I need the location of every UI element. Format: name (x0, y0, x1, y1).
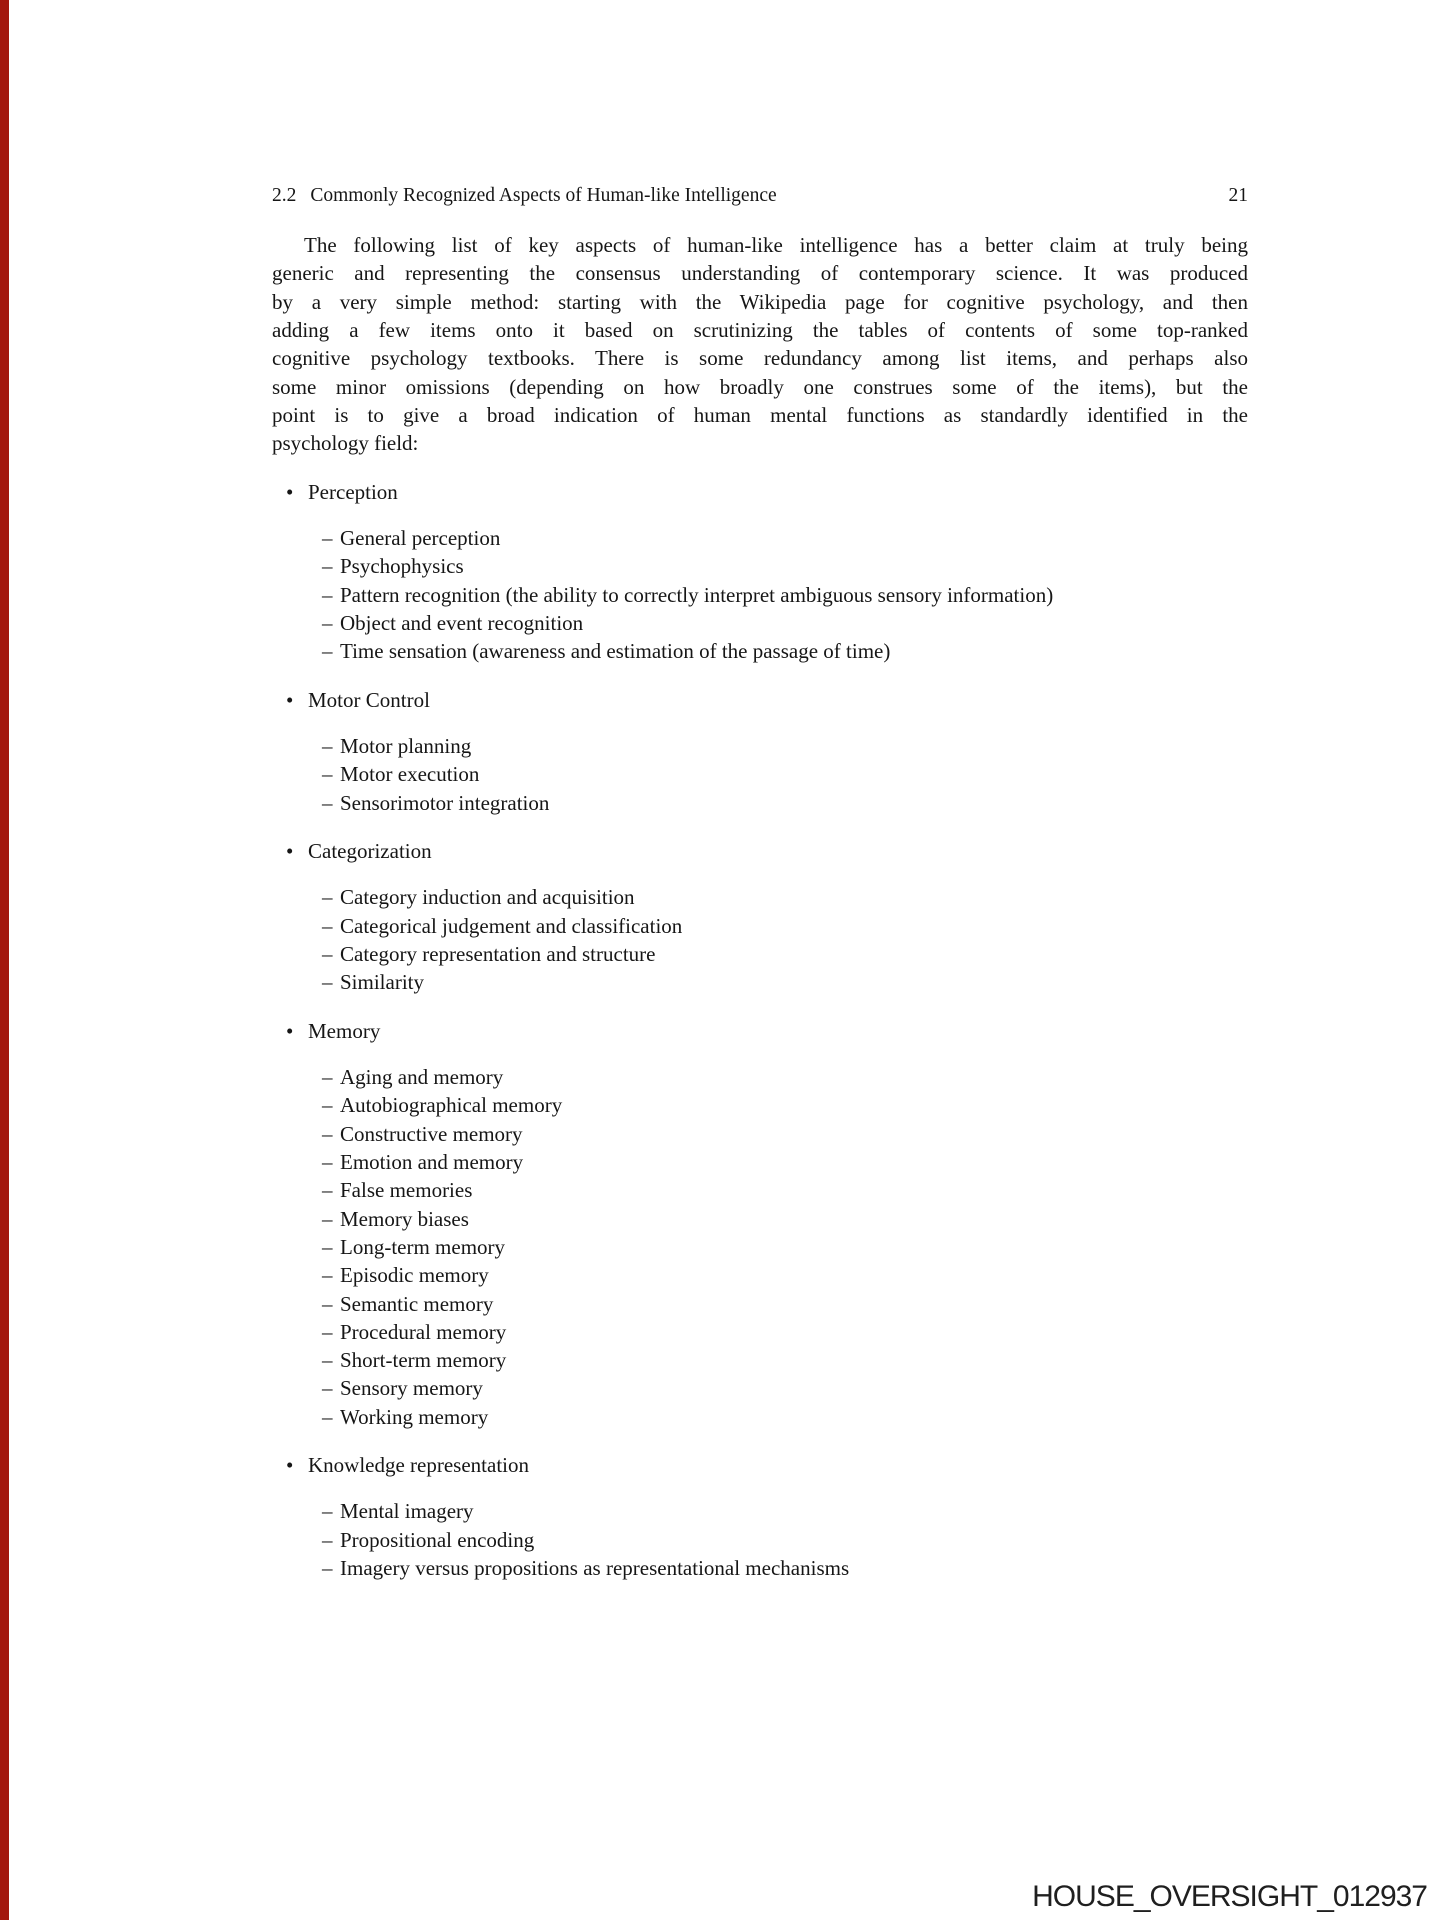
dash-marker: – (322, 525, 333, 550)
bullet-marker: • (286, 838, 294, 863)
subtopic-item (272, 1374, 1248, 1402)
dash-marker: – (322, 1348, 333, 1373)
paragraph-line: generic and representing the consensus understanding of contemporary science. It was produced (272, 261, 1248, 286)
subtopic-label: Time sensation (awareness and estimation of the passage of time) (340, 639, 891, 664)
subtopic-label: Propositional encoding (340, 1527, 535, 1552)
dash-marker: – (322, 1499, 333, 1524)
subtopic-item (272, 1205, 1248, 1233)
subtopic-label: Similarity (340, 970, 424, 995)
subtopic-label: Categorical judgement and classification (340, 913, 683, 938)
dash-marker: – (322, 1149, 333, 1174)
bullet-marker: • (286, 479, 294, 504)
subtopic-label: Mental imagery (340, 1499, 474, 1524)
subtopic-item (272, 968, 1248, 996)
topic-list (272, 478, 1248, 1583)
dash-marker: – (322, 639, 333, 664)
dash-marker: – (322, 554, 333, 579)
paragraph-line: psychology field: (272, 431, 419, 456)
subtopic-item (272, 1497, 1248, 1525)
topic-sublist (272, 883, 1248, 996)
subtopic-item (272, 912, 1248, 940)
subtopic-label: Sensory memory (340, 1376, 483, 1401)
subtopic-label: Short-term memory (340, 1348, 507, 1373)
dash-marker: – (322, 1263, 333, 1288)
dash-marker: – (322, 1319, 333, 1344)
topic-item (272, 478, 1248, 506)
subtopic-label: General perception (340, 525, 501, 550)
dash-marker: – (322, 1178, 333, 1203)
dash-marker: – (322, 1556, 333, 1581)
subtopic-label: Memory biases (340, 1206, 469, 1231)
subtopic-item (272, 732, 1248, 760)
subtopic-label: Motor execution (340, 762, 480, 787)
subtopic-label: Episodic memory (340, 1263, 489, 1288)
bullet-marker: • (286, 1018, 294, 1043)
subtopic-item (272, 1554, 1248, 1582)
subtopic-item (272, 552, 1248, 580)
paragraph-line: adding a few items onto it based on scrutinizing the tables of contents of some top-ranked (272, 317, 1248, 342)
dash-marker: – (322, 1527, 333, 1552)
subtopic-label: Category representation and structure (340, 941, 656, 966)
topic-item (272, 686, 1248, 714)
subtopic-label: Pattern recognition (the ability to correctly interpret ambiguous sensory information) (340, 582, 1054, 607)
subtopic-label: False memories (340, 1178, 473, 1203)
page-header (272, 185, 1248, 207)
subtopic-label: Object and event recognition (340, 610, 584, 635)
subtopic-label: Autobiographical memory (340, 1093, 563, 1118)
paragraph-line: some minor omissions (depending on how broadly one construes some of the items), but the (272, 374, 1248, 399)
subtopic-label: Procedural memory (340, 1319, 507, 1344)
scan-edge-stripe (0, 0, 9, 1920)
subtopic-label: Long-term memory (340, 1234, 506, 1259)
topic-item (272, 837, 1248, 865)
paragraph-line: The following list of key aspects of human-like intelligence has a better claim at truly being (304, 233, 1248, 257)
subtopic-item (272, 940, 1248, 968)
topic-item (272, 1451, 1248, 1479)
section-heading (272, 185, 777, 207)
paragraph-line: by a very simple method: starting with the Wikipedia page for cognitive psychology, and then (272, 289, 1248, 314)
subtopic-item (272, 1233, 1248, 1261)
subtopic-item (272, 1290, 1248, 1318)
dash-marker: – (322, 970, 333, 995)
bullet-marker: • (286, 687, 294, 712)
subtopic-label: Semantic memory (340, 1291, 494, 1316)
dash-marker: – (322, 1093, 333, 1118)
bullet-marker: • (286, 1453, 294, 1478)
subtopic-label: Category induction and acquisition (340, 885, 635, 910)
subtopic-label: Aging and memory (340, 1064, 504, 1089)
dash-marker: – (322, 762, 333, 787)
subtopic-item (272, 1120, 1248, 1148)
subtopic-item (272, 760, 1248, 788)
subtopic-item (272, 1526, 1248, 1554)
subtopic-label: Constructive memory (340, 1121, 523, 1146)
page-number: 21 (1228, 185, 1248, 206)
dash-marker: – (322, 1404, 333, 1429)
dash-marker: – (322, 941, 333, 966)
subtopic-item (272, 1403, 1248, 1431)
dash-marker: – (322, 1376, 333, 1401)
subtopic-item (272, 1176, 1248, 1204)
topic-sublist (272, 1063, 1248, 1431)
subtopic-item (272, 1346, 1248, 1374)
subtopic-item (272, 1063, 1248, 1091)
dash-marker: – (322, 913, 333, 938)
topic-label: Perception (308, 479, 398, 504)
subtopic-item (272, 637, 1248, 665)
dash-marker: – (322, 582, 333, 607)
subtopic-label: Imagery versus propositions as representational mechanisms (340, 1556, 850, 1581)
subtopic-label: Emotion and memory (340, 1149, 524, 1174)
subtopic-label: Psychophysics (340, 554, 464, 579)
section-title: Commonly Recognized Aspects of Human-like Intelligence (310, 185, 777, 206)
subtopic-item (272, 789, 1248, 817)
topic-label: Knowledge representation (308, 1453, 530, 1478)
subtopic-item (272, 1261, 1248, 1289)
dash-marker: – (322, 1234, 333, 1259)
subtopic-label: Working memory (340, 1404, 489, 1429)
subtopic-item (272, 1318, 1248, 1346)
paragraph-line: point is to give a broad indication of human mental functions as standardly identified in the (272, 402, 1248, 427)
dash-marker: – (322, 733, 333, 758)
paragraph (272, 231, 1248, 458)
section-number: 2.2 (272, 185, 297, 206)
dash-marker: – (322, 1121, 333, 1146)
topic-sublist (272, 1497, 1248, 1582)
subtopic-item (272, 524, 1248, 552)
dash-marker: – (322, 885, 333, 910)
topic-item (272, 1017, 1248, 1045)
bates-stamp: HOUSE_OVERSIGHT_012937 (1032, 1880, 1427, 1913)
dash-marker: – (322, 790, 333, 815)
topic-sublist (272, 732, 1248, 817)
subtopic-item (272, 1148, 1248, 1176)
subtopic-label: Sensorimotor integration (340, 790, 550, 815)
dash-marker: – (322, 1206, 333, 1231)
dash-marker: – (322, 1064, 333, 1089)
topic-label: Categorization (308, 838, 432, 863)
topic-label: Motor Control (308, 687, 430, 712)
topic-label: Memory (308, 1018, 381, 1043)
page-body (272, 231, 1248, 1582)
subtopic-item (272, 581, 1248, 609)
dash-marker: – (322, 610, 333, 635)
subtopic-item (272, 1091, 1248, 1119)
subtopic-item (272, 883, 1248, 911)
subtopic-label: Motor planning (340, 733, 472, 758)
subtopic-item (272, 609, 1248, 637)
dash-marker: – (322, 1291, 333, 1316)
topic-sublist (272, 524, 1248, 666)
paragraph-line: cognitive psychology textbooks. There is some redundancy among list items, and perhaps also (272, 346, 1248, 371)
